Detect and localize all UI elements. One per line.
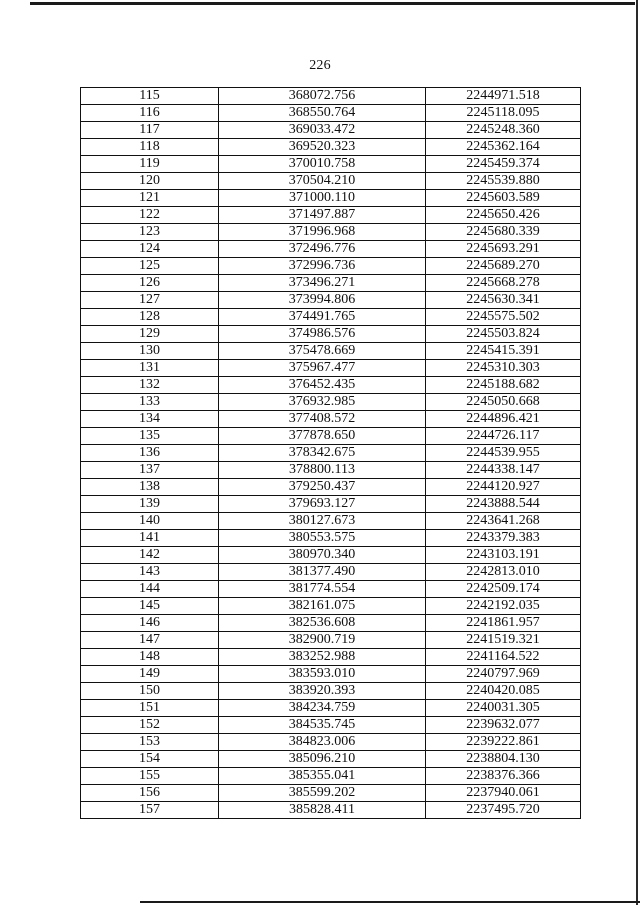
x-coordinate-cell: 374986.576: [219, 326, 426, 343]
point-number-cell: 149: [81, 666, 219, 683]
y-coordinate-cell: 2242813.010: [426, 564, 581, 581]
y-coordinate-cell: 2245118.095: [426, 105, 581, 122]
y-coordinate-cell: 2245362.164: [426, 139, 581, 156]
table-row: [81, 156, 581, 173]
point-number-cell: 139: [81, 496, 219, 513]
x-coordinate-cell: 376932.985: [219, 394, 426, 411]
point-number-cell: 150: [81, 683, 219, 700]
x-coordinate-cell: 370504.210: [219, 173, 426, 190]
point-number-cell: 136: [81, 445, 219, 462]
x-coordinate-cell: 377408.572: [219, 411, 426, 428]
point-number-cell: 146: [81, 615, 219, 632]
y-coordinate-cell: 2245459.374: [426, 156, 581, 173]
point-number-cell: 122: [81, 207, 219, 224]
x-coordinate-cell: 376452.435: [219, 377, 426, 394]
y-coordinate-cell: 2241861.957: [426, 615, 581, 632]
y-coordinate-cell: 2245630.341: [426, 292, 581, 309]
y-coordinate-cell: 2243379.383: [426, 530, 581, 547]
x-coordinate-cell: 383252.988: [219, 649, 426, 666]
x-coordinate-cell: 380970.340: [219, 547, 426, 564]
y-coordinate-cell: 2244539.955: [426, 445, 581, 462]
table-row: [81, 768, 581, 785]
table-row: [81, 292, 581, 309]
point-number-cell: 124: [81, 241, 219, 258]
x-coordinate-cell: 382900.719: [219, 632, 426, 649]
x-coordinate-cell: 373994.806: [219, 292, 426, 309]
point-number-cell: 155: [81, 768, 219, 785]
x-coordinate-cell: 375478.669: [219, 343, 426, 360]
scan-edge-right: [636, 0, 638, 905]
x-coordinate-cell: 383593.010: [219, 666, 426, 683]
point-number-cell: 157: [81, 802, 219, 819]
table-row: [81, 581, 581, 598]
y-coordinate-cell: 2245050.668: [426, 394, 581, 411]
y-coordinate-cell: 2245575.502: [426, 309, 581, 326]
x-coordinate-cell: 371996.968: [219, 224, 426, 241]
point-number-cell: 125: [81, 258, 219, 275]
point-number-cell: 127: [81, 292, 219, 309]
point-number-cell: 152: [81, 717, 219, 734]
x-coordinate-cell: 384823.006: [219, 734, 426, 751]
point-number-cell: 119: [81, 156, 219, 173]
y-coordinate-cell: 2238376.366: [426, 768, 581, 785]
y-coordinate-cell: 2245415.391: [426, 343, 581, 360]
table-row: [81, 377, 581, 394]
point-number-cell: 137: [81, 462, 219, 479]
point-number-cell: 151: [81, 700, 219, 717]
y-coordinate-cell: 2237940.061: [426, 785, 581, 802]
table-row: [81, 309, 581, 326]
y-coordinate-cell: 2244120.927: [426, 479, 581, 496]
y-coordinate-cell: 2245539.880: [426, 173, 581, 190]
y-coordinate-cell: 2240420.085: [426, 683, 581, 700]
point-number-cell: 120: [81, 173, 219, 190]
y-coordinate-cell: 2243888.544: [426, 496, 581, 513]
x-coordinate-cell: 372496.776: [219, 241, 426, 258]
table-row: [81, 564, 581, 581]
table-row: [81, 734, 581, 751]
point-number-cell: 147: [81, 632, 219, 649]
point-number-cell: 130: [81, 343, 219, 360]
x-coordinate-cell: 377878.650: [219, 428, 426, 445]
x-coordinate-cell: 378800.113: [219, 462, 426, 479]
table-row: [81, 649, 581, 666]
y-coordinate-cell: 2239222.861: [426, 734, 581, 751]
point-number-cell: 131: [81, 360, 219, 377]
point-number-cell: 143: [81, 564, 219, 581]
x-coordinate-cell: 369033.472: [219, 122, 426, 139]
table-row: [81, 428, 581, 445]
x-coordinate-cell: 370010.758: [219, 156, 426, 173]
y-coordinate-cell: 2245650.426: [426, 207, 581, 224]
y-coordinate-cell: 2245603.589: [426, 190, 581, 207]
table-row: [81, 547, 581, 564]
y-coordinate-cell: 2245689.270: [426, 258, 581, 275]
table-row: [81, 632, 581, 649]
x-coordinate-cell: 379693.127: [219, 496, 426, 513]
x-coordinate-cell: 378342.675: [219, 445, 426, 462]
x-coordinate-cell: 385599.202: [219, 785, 426, 802]
table-row: [81, 717, 581, 734]
table-row: [81, 173, 581, 190]
y-coordinate-cell: 2244971.518: [426, 88, 581, 105]
point-number-cell: 116: [81, 105, 219, 122]
scan-edge-top: [30, 2, 635, 5]
x-coordinate-cell: 369520.323: [219, 139, 426, 156]
table-row: [81, 105, 581, 122]
point-number-cell: 140: [81, 513, 219, 530]
y-coordinate-cell: 2243103.191: [426, 547, 581, 564]
y-coordinate-cell: 2242509.174: [426, 581, 581, 598]
table-row: [81, 462, 581, 479]
table-row: [81, 700, 581, 717]
y-coordinate-cell: 2244726.117: [426, 428, 581, 445]
x-coordinate-cell: 372996.736: [219, 258, 426, 275]
x-coordinate-cell: 371497.887: [219, 207, 426, 224]
y-coordinate-cell: 2240797.969: [426, 666, 581, 683]
y-coordinate-cell: 2245310.303: [426, 360, 581, 377]
table-row: [81, 598, 581, 615]
y-coordinate-cell: 2241164.522: [426, 649, 581, 666]
scan-edge-bottom: [140, 901, 640, 903]
point-number-cell: 154: [81, 751, 219, 768]
y-coordinate-cell: 2237495.720: [426, 802, 581, 819]
point-number-cell: 156: [81, 785, 219, 802]
table-row: [81, 394, 581, 411]
point-number-cell: 138: [81, 479, 219, 496]
table-row: [81, 190, 581, 207]
point-number-cell: 141: [81, 530, 219, 547]
table-row: [81, 275, 581, 292]
point-number-cell: 123: [81, 224, 219, 241]
y-coordinate-cell: 2245680.339: [426, 224, 581, 241]
y-coordinate-cell: 2243641.268: [426, 513, 581, 530]
y-coordinate-cell: 2245188.682: [426, 377, 581, 394]
table-row: [81, 785, 581, 802]
y-coordinate-cell: 2245248.360: [426, 122, 581, 139]
table-row: [81, 343, 581, 360]
point-number-cell: 132: [81, 377, 219, 394]
table-row: [81, 258, 581, 275]
table-row: [81, 666, 581, 683]
y-coordinate-cell: 2245503.824: [426, 326, 581, 343]
coordinate-table-body: [81, 88, 581, 819]
table-row: [81, 241, 581, 258]
x-coordinate-cell: 379250.437: [219, 479, 426, 496]
y-coordinate-cell: 2238804.130: [426, 751, 581, 768]
table-row: [81, 513, 581, 530]
x-coordinate-cell: 382536.608: [219, 615, 426, 632]
x-coordinate-cell: 374491.765: [219, 309, 426, 326]
table-row: [81, 683, 581, 700]
point-number-cell: 126: [81, 275, 219, 292]
x-coordinate-cell: 383920.393: [219, 683, 426, 700]
x-coordinate-cell: 382161.075: [219, 598, 426, 615]
x-coordinate-cell: 375967.477: [219, 360, 426, 377]
table-row: [81, 496, 581, 513]
point-number-cell: 148: [81, 649, 219, 666]
point-number-cell: 117: [81, 122, 219, 139]
y-coordinate-cell: 2245668.278: [426, 275, 581, 292]
table-row: [81, 530, 581, 547]
point-number-cell: 135: [81, 428, 219, 445]
table-row: [81, 139, 581, 156]
x-coordinate-cell: 371000.110: [219, 190, 426, 207]
x-coordinate-cell: 384535.745: [219, 717, 426, 734]
point-number-cell: 115: [81, 88, 219, 105]
x-coordinate-cell: 368072.756: [219, 88, 426, 105]
x-coordinate-cell: 380553.575: [219, 530, 426, 547]
table-row: [81, 479, 581, 496]
table-row: [81, 445, 581, 462]
table-row: [81, 224, 581, 241]
page-number: 226: [309, 58, 331, 73]
point-number-cell: 118: [81, 139, 219, 156]
y-coordinate-cell: 2241519.321: [426, 632, 581, 649]
point-number-cell: 128: [81, 309, 219, 326]
coordinate-table: [80, 87, 581, 819]
x-coordinate-cell: 385096.210: [219, 751, 426, 768]
x-coordinate-cell: 381377.490: [219, 564, 426, 581]
table-row: [81, 411, 581, 428]
x-coordinate-cell: 368550.764: [219, 105, 426, 122]
x-coordinate-cell: 381774.554: [219, 581, 426, 598]
point-number-cell: 153: [81, 734, 219, 751]
table-row: [81, 326, 581, 343]
point-number-cell: 134: [81, 411, 219, 428]
point-number-cell: 129: [81, 326, 219, 343]
table-row: [81, 615, 581, 632]
x-coordinate-cell: 385355.041: [219, 768, 426, 785]
table-row: [81, 360, 581, 377]
y-coordinate-cell: 2242192.035: [426, 598, 581, 615]
table-row: [81, 88, 581, 105]
y-coordinate-cell: 2240031.305: [426, 700, 581, 717]
point-number-cell: 144: [81, 581, 219, 598]
y-coordinate-cell: 2244338.147: [426, 462, 581, 479]
y-coordinate-cell: 2245693.291: [426, 241, 581, 258]
point-number-cell: 121: [81, 190, 219, 207]
x-coordinate-cell: 385828.411: [219, 802, 426, 819]
table-row: [81, 751, 581, 768]
y-coordinate-cell: 2244896.421: [426, 411, 581, 428]
x-coordinate-cell: 380127.673: [219, 513, 426, 530]
point-number-cell: 142: [81, 547, 219, 564]
point-number-cell: 145: [81, 598, 219, 615]
point-number-cell: 133: [81, 394, 219, 411]
x-coordinate-cell: 373496.271: [219, 275, 426, 292]
table-row: [81, 207, 581, 224]
y-coordinate-cell: 2239632.077: [426, 717, 581, 734]
table-row: [81, 802, 581, 819]
x-coordinate-cell: 384234.759: [219, 700, 426, 717]
table-row: [81, 122, 581, 139]
